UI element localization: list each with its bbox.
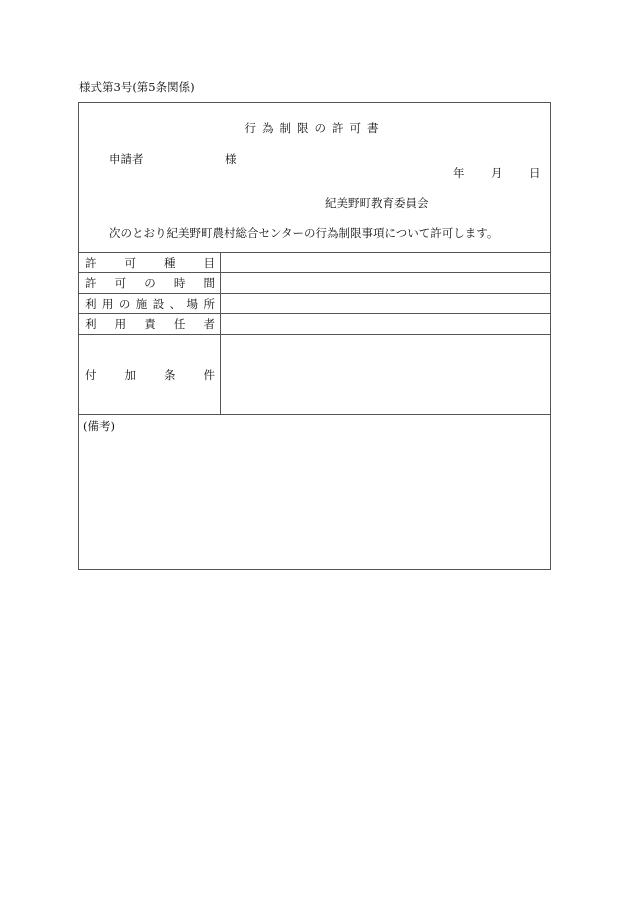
- form-header: [79, 103, 550, 253]
- table-row-permit-time: [79, 273, 550, 294]
- form-number: 様式第3号(第5条関係): [79, 80, 195, 94]
- row-value-permit-time[interactable]: [221, 273, 550, 293]
- document-title: 行為制限の許可書: [244, 121, 385, 135]
- row-label-responsible-person: 利 用 責 任 者: [79, 314, 221, 334]
- table-row-conditions: [79, 335, 550, 415]
- row-value-permit-type[interactable]: [221, 253, 550, 272]
- applicant-label: 申請者: [109, 152, 144, 166]
- issuer-name: 紀美野町教育委員会: [325, 196, 429, 210]
- remarks-label: (備考): [83, 419, 115, 433]
- applicant-honorific: 様: [225, 152, 237, 166]
- date-day: 日: [529, 166, 541, 180]
- row-value-conditions[interactable]: [221, 335, 550, 414]
- table-row-permit-type: [79, 253, 550, 273]
- row-value-responsible-person[interactable]: [221, 314, 550, 334]
- permit-statement: 次のとおり紀美野町農村総合センターの行為制限事項について許可します。: [109, 226, 499, 240]
- date-year: 年: [453, 166, 465, 180]
- permit-form: [78, 102, 551, 570]
- row-value-facility[interactable]: [221, 294, 550, 313]
- date-month: 月: [491, 166, 503, 180]
- row-label-conditions: 付 加 条 件: [79, 335, 221, 414]
- row-label-permit-time: 許 可 の 時 間: [79, 273, 221, 293]
- row-label-permit-type: 許 可 種 目: [79, 253, 221, 272]
- row-label-facility: 利 用 の 施 設 、 場 所: [79, 294, 221, 313]
- table-row-responsible-person: [79, 314, 550, 335]
- table-row-facility: [79, 294, 550, 314]
